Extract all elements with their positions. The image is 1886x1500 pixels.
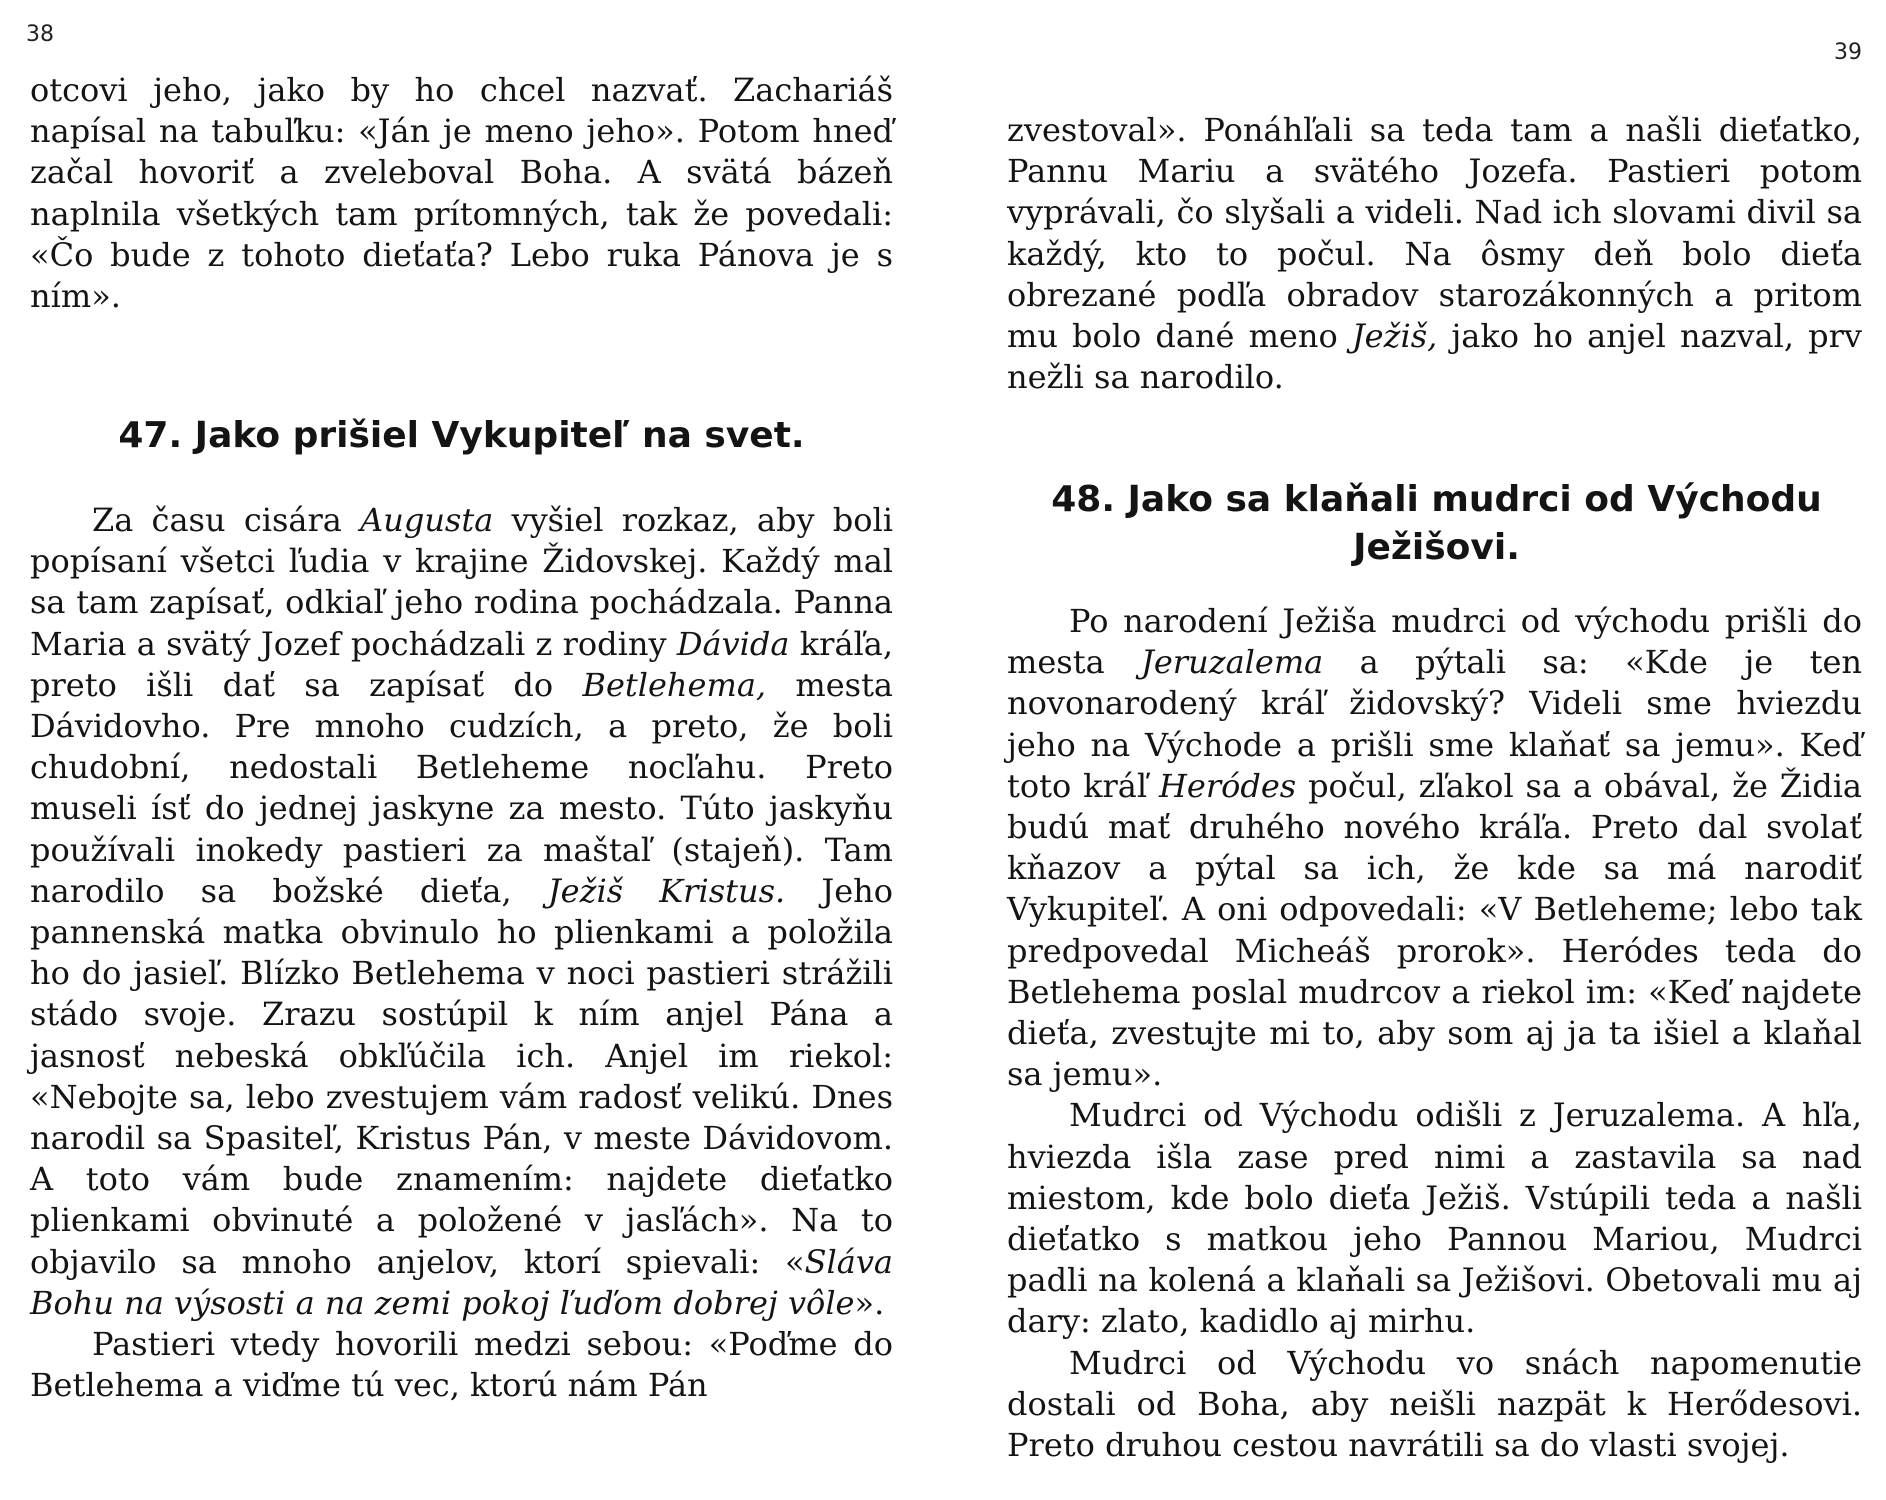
text-run: zvestoval». Ponáhľali sa teda tam a našli dieťatko, Pannu Mariu a svätého Jozefa. Pastieri potom vyprávali, čo slyšali a videli. Nad ich slovami divil sa každý, kto to počul. Na ôsmy deň bolo dieťa obrezané podľa obradov starozákonných a pritom mu bolo dané meno bbox=[1007, 111, 1862, 356]
right-page bbox=[943, 0, 1886, 1500]
left-paragraph-2: Pastieri vtedy hovorili medzi sebou: «Poďme do Betlehema a viďme tú vec, ktorú nám Pán bbox=[30, 1325, 893, 1405]
right-body-text bbox=[1007, 601, 1862, 1466]
text-run: Jeho pannenská matka obvinulo ho plienkami a položila ho do jasieľ. Blízko Betlehema v noci pastieri strážili stádo svoje. Zrazu sostúpil k ním anjel Pána a jasnosť nebeská obkľúčila ich. Anjel im riekol: «Nebojte sa, lebo zvestujem vám radosť velikú. Dnes narodil sa Spasiteľ, Kristus Pán, v meste Dávidovom. A toto vám bude znamením: najdete dieťatko plienkami obvinuté a položené v jasľách». Na to objavilo sa mnoho anjelov, ktorí spievali: « bbox=[30, 871, 894, 1281]
italic-run: Dávida bbox=[676, 624, 790, 663]
section-title-48 bbox=[1007, 476, 1866, 572]
text-run: vyšiel rozkaz, aby boli popísaní všetci ľudia v krajine Židovskej. Každý mal sa tam zapísať, odkiaľ jeho rodina pochádzala. Panna Maria a svätý Jozef pochádzali z rodiny bbox=[30, 501, 894, 663]
text-run: kráľa, preto išli dať sa zapísať do bbox=[30, 624, 894, 704]
left-opening-text bbox=[30, 70, 893, 317]
italic-run: Ježiš, bbox=[1351, 317, 1438, 356]
italic-run: Augusta bbox=[360, 501, 494, 539]
right-opening-text bbox=[1007, 110, 1862, 398]
left-paragraph-1 bbox=[30, 500, 893, 1324]
page-number-right: 39 bbox=[1834, 40, 1862, 65]
italic-run: Heródes bbox=[1158, 766, 1297, 805]
right-opening-paragraph bbox=[1007, 110, 1862, 398]
left-body-text bbox=[30, 500, 893, 1406]
right-paragraph-2: Mudrci od Východu odišli z Jeruzalema. A hľa, hviezda išla zase pred nimi a zastavila sa nad miestom, kde bolo dieťa Ježiš. Vstúpili teda a našli dieťatko s matkou jeho Pannou Mariou, Mudrci padli na kolená a klaňali sa Ježišovi. Obetovali mu aj dary: zlato, kadidlo aj mirhu. bbox=[1007, 1096, 1862, 1341]
text-run: ». bbox=[854, 1283, 885, 1322]
right-paragraph-3: Mudrci od Východu vo snách napomenutie dostali od Boha, aby neišli nazpät k Herődesovi. Preto druhou cestou navrátili sa do vlasti svojej. bbox=[1007, 1343, 1862, 1465]
section-title-48-line-2: Ježišovi. bbox=[1353, 527, 1520, 568]
text-run: počul, zľakol sa a obával, že Židia budú mať druhého nového kráľa. Preto dal svolať kňazov a pýtal sa ich, že kde sa má narodiť Vykupiteľ. A oni odpovedali: «V Betleheme; lebo tak predpovedal Micheáš prorok». Heródes teda do Betlehema poslal mudrcov a riekol im: «Keď najdete dieťa, zvestujte mi to, aby som aj ja ta išiel a klaňal sa jemu». bbox=[1007, 766, 1863, 1094]
text-run: Po narodení Ježiša mudrci od východu prišli do mesta bbox=[1007, 602, 1862, 682]
page-number-left: 38 bbox=[26, 22, 54, 47]
right-paragraph-1 bbox=[1007, 601, 1862, 1095]
text-run: mesta Dávidovho. Pre mnoho cudzích, a preto, že boli chudobní, nedostali Betleheme nocľahu. Preto museli ísť do jednej jaskyne za mesto. Túto jaskyňu používali inokedy pastieri za maštaľ (stajeň). Tam narodilo sa božské dieťa, bbox=[30, 665, 893, 910]
text-run: jako ho anjel nazval, prv nežli sa narodilo. bbox=[1007, 317, 1863, 397]
italic-run: Ježiš Kristus. bbox=[547, 871, 786, 910]
left-opening-paragraph: otcovi jeho, jako by ho chcel nazvať. Zachariáš napísal na tabuľku: «Ján je meno jeho». Potom hneď začal hovoriť a zveleboval Boha. A svätá bázeň naplnila všetkých tam prítomných, tak že povedali: «Čo bude z tohoto dieťaťa? Lebo ruka Pánova je s ním». bbox=[30, 71, 893, 316]
italic-run: Jeruzalema bbox=[1141, 643, 1324, 682]
italic-run: Betlehema, bbox=[582, 665, 767, 704]
text-run: a pýtali sa: «Kde je ten novonarodený kráľ židovský? Videli sme hviezdu jeho na Východe a prišli sme klaňať sa jemu». Keď toto kráľ bbox=[1007, 643, 1863, 805]
text-run: Za času cisára bbox=[92, 501, 361, 539]
section-title-48-line-1: 48. Jako sa klaňali mudrci od Východu bbox=[1051, 479, 1822, 520]
italic-run: Sláva Bohu na výsosti a na zemi pokoj ľuďom dobrej vôle bbox=[30, 1242, 893, 1322]
section-title-47: 47. Jako prišiel Vykupiteľ na svet. bbox=[118, 415, 805, 456]
